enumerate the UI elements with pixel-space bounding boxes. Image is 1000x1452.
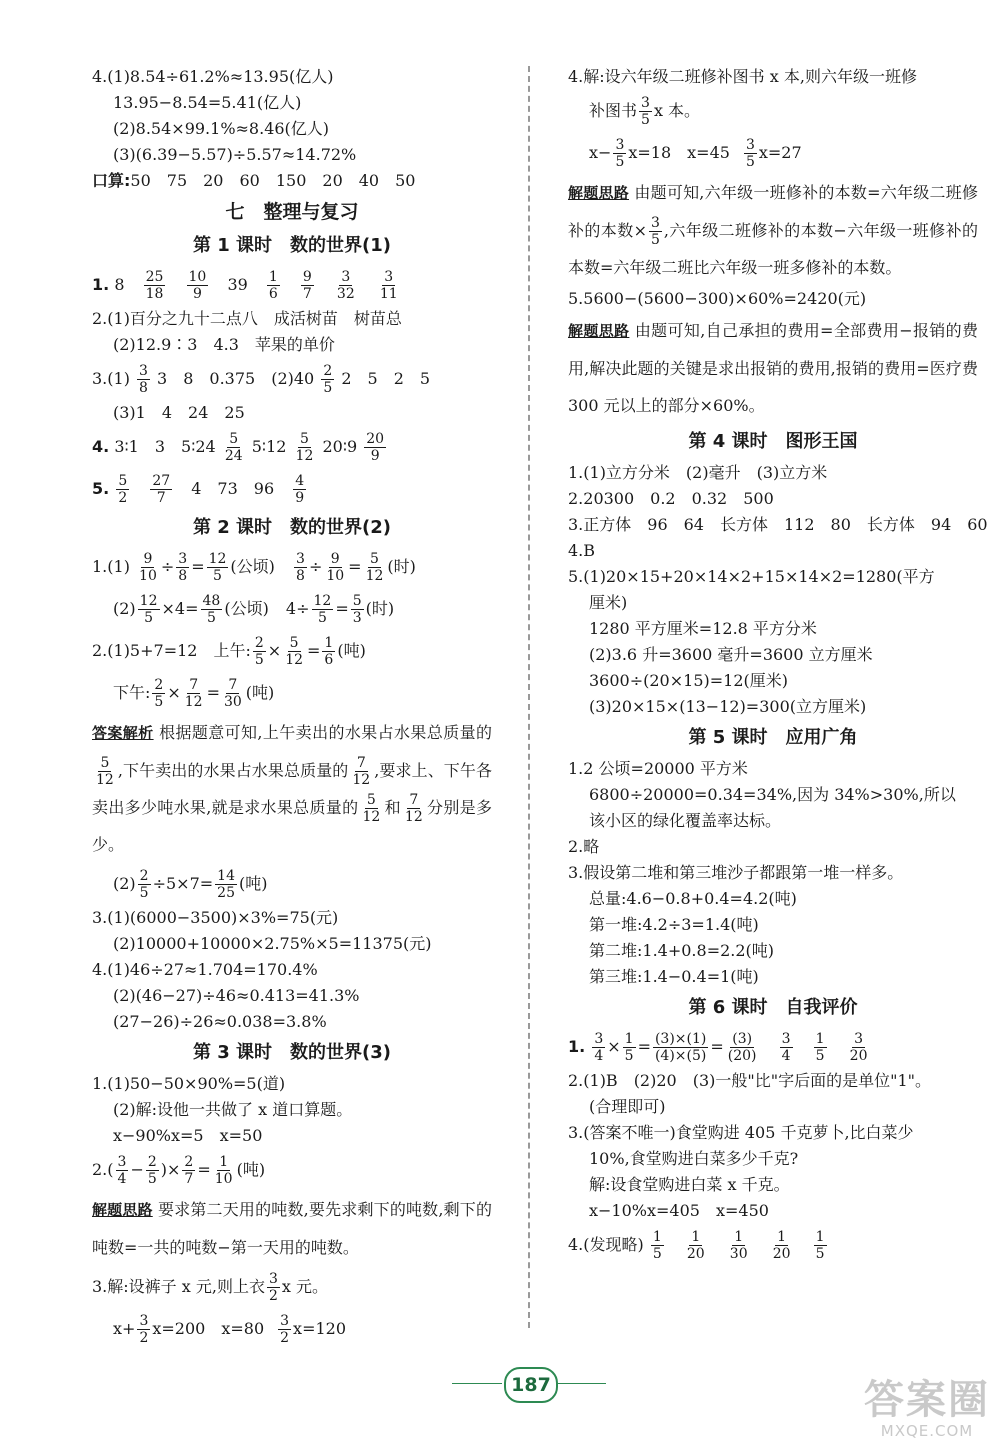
answer-text: x=120 — [293, 1319, 347, 1338]
answer-line: (2)解:设他一共做了 x 道口算题。 — [113, 1100, 353, 1119]
oral-calc-answers: 50 75 20 60 150 20 40 50 — [130, 171, 416, 190]
answer-text: x+ — [113, 1319, 136, 1338]
answer-line: 4.(1)46÷27≈1.704=170.4% — [92, 960, 318, 979]
explanation-paragraph: 解题思路 由题可知,自己承担的费用=全部费用−报销的费用,解决此题的关键是求出报销的费用,报销的费用=医疗费 300 元以上的部分×60%。 — [568, 321, 978, 415]
answer-line: (2)8.54×99.1%≈8.46(亿人) — [113, 119, 330, 138]
lesson-title: 第 2 课时 数的世界(2) — [192, 517, 392, 538]
fraction: $\frac{3}{5}$ — [651, 215, 660, 248]
explanation-paragraph: 解题思路 由题可知,六年级一班修补的本数=六年级二班修补的本数× $\frac{3}{5}$ ,六年级二班修补的本数−六年级一班修补的本数=六年级二班比六年级一班多修补的本数。 — [568, 183, 978, 277]
answer-line — [92, 468, 492, 510]
answer-text: 39 — [227, 275, 248, 294]
fraction: $\frac{2}{5}$ — [147, 1154, 157, 1187]
answer-line: 4.解:设六年级二班修补图书 x 本,则六年级一班修 — [568, 67, 917, 86]
answer-text: 4÷ — [285, 599, 310, 618]
fraction: $\frac{9}{7}$ — [302, 269, 312, 302]
fraction: $\frac{1}{6}$ — [268, 269, 278, 302]
question-number: 1. — [92, 275, 110, 294]
answer-line: 1.(1)立方分米 (2)毫升 (3)立方米 — [568, 463, 828, 482]
answer-line: 3.正方体 96 64 长方体 112 80 长方体 94 60 — [568, 515, 988, 534]
unit-title: 七 整理与复习 — [225, 201, 359, 223]
fraction: $\frac{3}{5}$ — [745, 137, 755, 170]
answer-line: (合理即可) — [589, 1097, 666, 1116]
fraction: $\frac{3}{8}$ — [296, 551, 305, 584]
answer-line: (2)10000+10000×2.75%×5=11375(元) — [113, 934, 432, 953]
fraction: $\frac{7}{12}$ — [352, 755, 371, 788]
explanation-tag: 答案解析 — [92, 724, 154, 742]
fraction: $\frac{14}{25}$ — [217, 868, 235, 901]
unit-text: (公顷) — [230, 557, 275, 576]
answer-line: 总量:4.6−0.8+0.4=4.2(吨) — [589, 889, 797, 908]
answer-line: x−10%x=405 x=450 — [589, 1201, 769, 1220]
answer-line: 解:设食堂购进白菜 x 千克。 — [589, 1175, 790, 1194]
left-column — [92, 64, 492, 1350]
fraction: $\frac{10}{9}$ — [188, 269, 207, 302]
unit-text: (吨) — [239, 874, 268, 893]
answer-line: 第一堆:4.2÷3=1.4(吨) — [589, 915, 759, 934]
question-number: 1.(1) — [92, 557, 130, 576]
fraction: $\frac{5}{12}$ — [362, 792, 381, 825]
fraction: $\frac{5}{12}$ — [295, 431, 314, 464]
fraction: $\frac{48}{5}$ — [202, 593, 221, 626]
answer-line: (27−26)÷26≈0.038=3.8% — [113, 1012, 327, 1031]
answer-line: 2.(1)B (2)20 (3)一般"比"字后面的是单位"1"。 — [568, 1071, 931, 1090]
answer-text: x=18 x=45 — [628, 143, 730, 162]
answer-line: 13.95−8.54=5.41(亿人) — [113, 93, 302, 112]
answer-text: x− — [589, 143, 612, 162]
fraction: $\frac{12}{5}$ — [313, 593, 332, 626]
fraction: $\frac{5}{24}$ — [224, 431, 243, 464]
sub-number: (2) — [113, 599, 136, 618]
answer-line: 1.(1)50−50×90%=5(道) — [92, 1074, 286, 1093]
answer-text: 5∶12 — [251, 437, 287, 456]
unit-text: (公顷) — [224, 599, 269, 618]
answer-line — [92, 863, 492, 905]
answer-line: 厘米) — [589, 593, 628, 612]
fraction: $\frac{9}{10}$ — [326, 551, 345, 584]
fraction: $\frac{3}{11}$ — [379, 269, 398, 302]
answer-text: 2.(1)5+7=12 上午: — [92, 641, 251, 660]
unit-text: (时) — [365, 599, 395, 618]
answer-line: 3.(1)(6000−3500)×3%=75(元) — [92, 908, 339, 927]
fraction: $\frac{1}{5}$ — [815, 1031, 825, 1064]
fraction: $\frac{3}{20}$ — [849, 1031, 868, 1064]
question-number: 2.( — [92, 1160, 114, 1179]
fraction: $\frac{20}{9}$ — [366, 431, 385, 464]
answer-line: (2) $\frac{12}{5}$ ×4= $\frac{48}{5}$ (公顷) 4÷ $\frac{12}{5}$ = $\frac{5}{3}$ (时) — [113, 593, 395, 626]
answer-line: 3.(答案不唯一)食堂购进 405 千克萝卜,比白菜少 — [568, 1123, 914, 1142]
column-divider — [528, 66, 530, 1328]
answer-text: 3 8 0.375 (2)40 — [157, 369, 315, 388]
answer-line — [568, 132, 978, 174]
lesson-title: 第 3 课时 数的世界(3) — [192, 1042, 392, 1063]
fraction: $\frac{1}{6}$ — [324, 635, 334, 668]
fraction: $\frac{(3)}{(20)}$ — [727, 1031, 757, 1064]
fraction: $\frac{7}{12}$ — [404, 792, 423, 825]
fraction: $\frac{5}{12}$ — [285, 635, 304, 668]
answer-line: (3)20×15×(13−12)=300(立方厘米) — [589, 697, 867, 716]
fraction: $\frac{3}{32}$ — [336, 269, 355, 302]
answer-line: 下午: $\frac{2}{5}$ × $\frac{7}{12}$ = $\frac{7}{30}$ (吨) — [113, 677, 275, 710]
answer-line: 5.5600−(5600−300)×60%=2420(元) — [568, 289, 867, 308]
answer-line — [92, 168, 492, 194]
answer-text: 20∶9 — [322, 437, 358, 456]
explanation-paragraph: 解题思路 要求第二天用的吨数,要先求剩下的吨数,剩下的吨数=一共的吨数−第一天用的吨数。 — [92, 1200, 492, 1257]
fraction: $\frac{1}{30}$ — [729, 1229, 748, 1262]
answer-text: 4 73 96 — [191, 479, 275, 498]
answer-line: 3.假设第二堆和第三堆沙子都跟第一堆一样多。 — [568, 863, 904, 882]
watermark-logo — [858, 1378, 996, 1448]
fraction: $\frac{4}{9}$ — [295, 473, 305, 506]
unit-text: (吨) — [236, 1160, 266, 1179]
answer-line: 该小区的绿化覆盖率达标。 — [589, 811, 782, 830]
unit-text: (吨) — [245, 683, 275, 702]
answer-line: x−90%x=5 x=50 — [113, 1126, 263, 1145]
lesson-title: 第 5 课时 应用广角 — [688, 727, 858, 748]
answer-line: 3600÷(20×15)=12(厘米) — [589, 671, 788, 690]
watermark-logo-text: 答案圈 — [864, 1377, 990, 1423]
fraction: $\frac{3}{5}$ — [641, 95, 650, 128]
answer-text: ×4= — [161, 599, 199, 618]
unit-text: (时) — [387, 557, 416, 576]
answer-line: (3)(6.39−5.57)÷5.57≈14.72% — [113, 145, 357, 164]
question-number: 4.(发现略) — [568, 1235, 644, 1254]
fraction: $\frac{1}{20}$ — [772, 1229, 791, 1262]
fraction: $\frac{5}{2}$ — [118, 473, 128, 506]
fraction: $\frac{2}{7}$ — [184, 1154, 194, 1187]
answer-line — [92, 1266, 492, 1308]
fraction: $\frac{3}{8}$ — [178, 551, 188, 584]
fraction: $\frac{27}{7}$ — [152, 473, 171, 506]
fraction: $\frac{3}{4}$ — [781, 1031, 791, 1064]
oral-calc-label: 口算: — [92, 171, 131, 190]
answer-line: 1. $\frac{3}{4}$ × $\frac{1}{5}$ = $\frac{(3)\times(1)}{(4)\times(5)}$ = $\frac{(3)}{(20)}$ $\frac{3}{4}$ $\frac{1}{5}$ $\frac{3}{20}$ — [568, 1031, 868, 1064]
answer-line — [568, 1224, 978, 1266]
answer-text: 3∶1 3 5∶24 — [114, 437, 216, 456]
answer-text: x=27 — [758, 143, 802, 162]
fraction: $\frac{5}{3}$ — [352, 593, 362, 626]
fraction: $\frac{3}{2}$ — [139, 1313, 149, 1346]
answer-line: 2.( $\frac{3}{4}$ − $\frac{2}{5}$ )× $\frac{2}{7}$ = $\frac{1}{10}$ (吨) — [92, 1154, 266, 1187]
answer-line: 1.(1) $\frac{9}{10}$ ÷ $\frac{3}{8}$ = $\frac{12}{5}$ (公顷) $\frac{3}{8}$ ÷ $\frac{9}{10}$ = $\frac{5}{12}$ (时) — [92, 551, 416, 584]
fraction: $\frac{12}{5}$ — [208, 551, 227, 584]
fraction: $\frac{1}{5}$ — [624, 1031, 634, 1064]
answer-line — [92, 264, 492, 306]
answer-line — [92, 426, 492, 468]
fraction: $\frac{3}{4}$ — [117, 1154, 127, 1187]
fraction: $\frac{7}{12}$ — [184, 677, 203, 710]
right-column — [568, 64, 988, 1266]
fraction: $\frac{3}{2}$ — [280, 1313, 290, 1346]
answer-text: 补图书 — [589, 101, 638, 120]
answer-line: 5.(1)20×15+20×14×2+15×14×2=1280(平方 — [568, 567, 935, 586]
fraction: $\frac{1}{5}$ — [652, 1229, 662, 1262]
fraction: $\frac{1}{5}$ — [815, 1229, 825, 1262]
fraction: $\frac{1}{20}$ — [686, 1229, 705, 1262]
answer-line: 6800÷20000=0.34=34%,因为 34%>30%,所以 — [589, 785, 956, 804]
answer-text: 3.解:设裤子 x 元,则上衣 — [92, 1277, 265, 1296]
lesson-title: 第 1 课时 数的世界(1) — [192, 235, 392, 256]
answer-line: (3)1 4 24 25 — [113, 403, 245, 422]
answer-text: 下午: — [113, 683, 151, 702]
footer-rule-left — [452, 1383, 502, 1384]
answer-text: x=200 x=80 — [152, 1319, 265, 1338]
unit-text: (吨) — [337, 641, 366, 660]
fraction: $\frac{5}{12}$ — [365, 551, 384, 584]
answer-line: (2)3.6 升=3600 毫升=3600 立方厘米 — [589, 645, 873, 664]
answer-line — [568, 90, 978, 132]
question-number: 1. — [568, 1037, 586, 1056]
fraction: $\frac{25}{18}$ — [145, 269, 164, 302]
answer-line: 2.略 — [568, 837, 600, 856]
lesson-title: 第 6 课时 自我评价 — [688, 997, 858, 1018]
page-number: 187 — [504, 1367, 558, 1403]
fraction: $\frac{7}{30}$ — [223, 677, 242, 710]
answer-line: 1.2 公顷=20000 平方米 — [568, 759, 748, 778]
answer-line: (2)(46−27)÷46≈0.413=41.3% — [113, 986, 360, 1005]
fraction: $\frac{3}{4}$ — [594, 1031, 604, 1064]
fraction: $\frac{12}{5}$ — [139, 593, 158, 626]
answer-line: 第三堆:1.4−0.4=1(吨) — [589, 967, 759, 986]
question-number: 3.(1) — [92, 369, 130, 388]
explanation-tag: 解题思路 — [92, 1201, 153, 1219]
question-number: 4. — [92, 437, 110, 456]
answer-line: (2)12.9∶3 4.3 苹果的单价 — [113, 335, 335, 354]
fraction: $\frac{2}{5}$ — [254, 635, 264, 668]
answer-line: 2.20300 0.2 0.32 500 — [568, 489, 774, 508]
fraction: $\frac{(3)\times(1)}{(4)\times(5)}$ — [654, 1031, 707, 1064]
answer-text: 8 — [114, 275, 125, 294]
footer-rule-right — [556, 1383, 606, 1384]
answer-line: 2.(1)百分之九十二点八 成活树苗 树苗总 — [92, 309, 402, 328]
fraction: $\frac{1}{10}$ — [214, 1154, 233, 1187]
answer-line — [92, 1308, 492, 1350]
answer-line: 1280 平方厘米=12.8 平方分米 — [589, 619, 817, 638]
answer-line: 4.(1)8.54÷61.2%≈13.95(亿人) — [92, 67, 334, 86]
fraction: $\frac{5}{12}$ — [96, 755, 114, 788]
answer-line: 4.B — [568, 541, 596, 560]
fraction: $\frac{2}{5}$ — [323, 363, 333, 396]
explanation-tag: 解题思路 — [568, 322, 630, 340]
fraction: $\frac{2}{5}$ — [139, 868, 149, 901]
answer-text: x 本。 — [653, 101, 701, 120]
explanation-paragraph: 答案解析 根据题意可知,上午卖出的水果占水果总质量的 $\frac{5}{12}$ ,下午卖出的水果占水果总质量的 $\frac{7}{12}$ ,要求上、下午各卖出多少吨水果,就是求水果总质量的 $\frac{5}{12}$ 和 $\frac{7}{12}$ 分别是多少。 — [92, 723, 492, 854]
answer-text: x 元。 — [281, 1277, 328, 1296]
fraction: $\frac{3}{8}$ — [139, 363, 148, 396]
lesson-title: 第 4 课时 图形王国 — [688, 431, 858, 452]
watermark-url: MXQE.COM — [880, 1422, 974, 1440]
explanation-tag: 解题思路 — [568, 184, 629, 202]
answer-line: 第二堆:1.4+0.8=2.2(吨) — [589, 941, 775, 960]
answer-text: 2 5 2 5 — [341, 369, 431, 388]
fraction: $\frac{3}{2}$ — [268, 1271, 278, 1304]
fraction: $\frac{2}{5}$ — [154, 677, 164, 710]
fraction: $\frac{3}{5}$ — [615, 137, 625, 170]
sub-number: (2) — [113, 874, 136, 893]
answer-line — [92, 358, 492, 400]
answer-line: 10%,食堂购进白菜多少千克? — [589, 1149, 799, 1168]
question-number: 5. — [92, 479, 110, 498]
fraction: $\frac{9}{10}$ — [139, 551, 157, 584]
answer-line: 2.(1)5+7=12 上午: $\frac{2}{5}$ × $\frac{5}{12}$ = $\frac{1}{6}$ (吨) — [92, 635, 366, 668]
answer-text: ÷5×7= — [152, 874, 214, 893]
